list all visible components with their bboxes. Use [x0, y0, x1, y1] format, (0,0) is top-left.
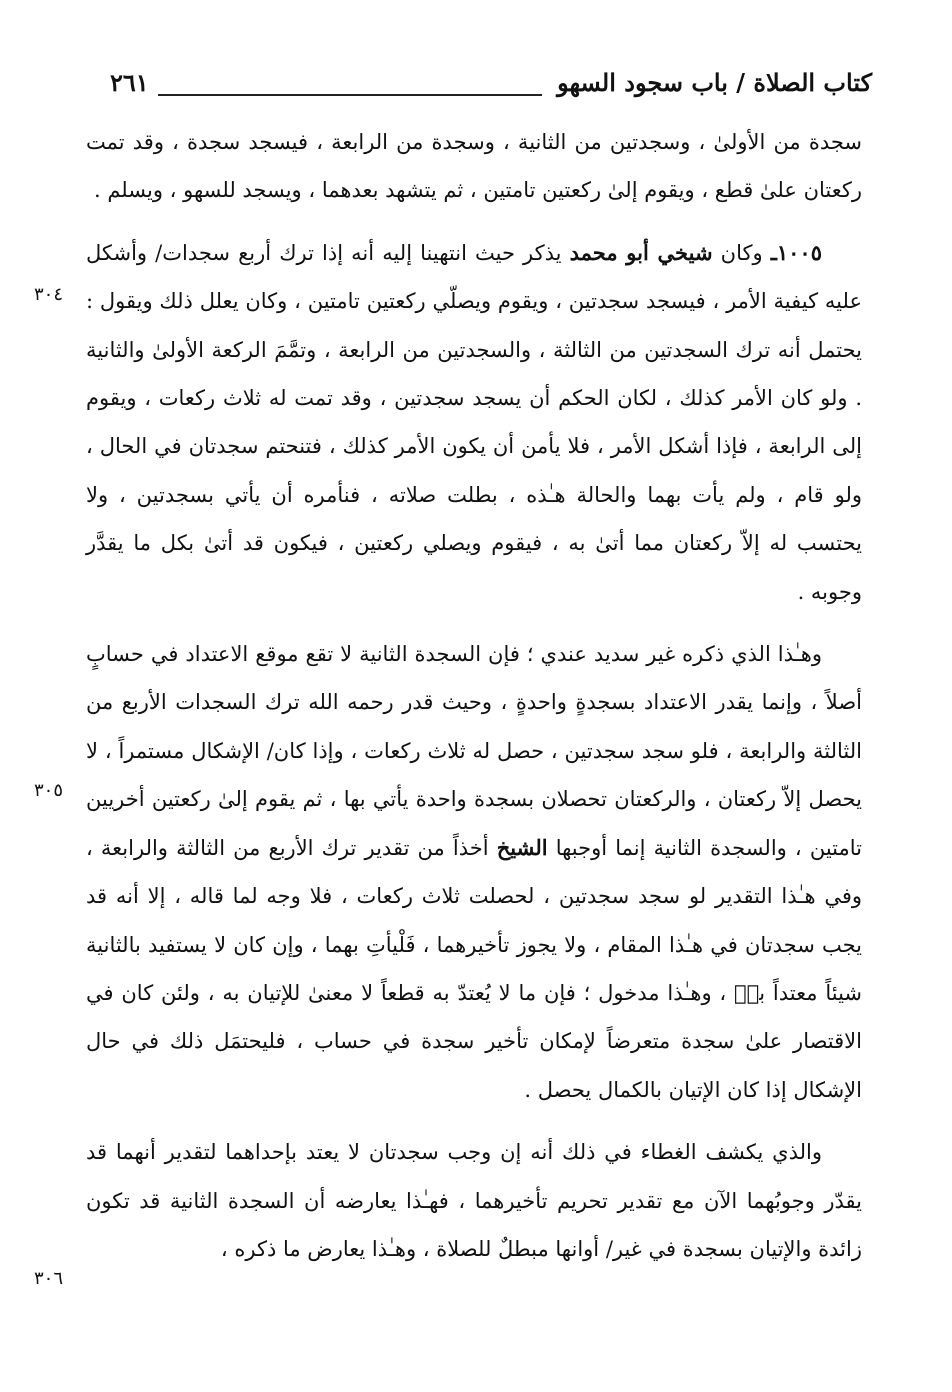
paragraph-critique-text-b: أخذاً من تقدير ترك الأربع من الثالثة والرابعة ، وفي هـٰذا التقدير لو سجد سجدتين ، لحصلت ثلاث ركعات ، فلا وجه لما قاله ، إلا أنه قد يجب سجدتان في هـٰذا المقام ، ولا يجوز تأخيرهما ، فَلْيأتِ بهما ، وإن كان لا يستفيد بالثانية شيئاً معتداً بهٖ ، وهـٰذا مدخول ؛ فإن ما لا يُعتدّ به قطعاً لا معنىٰ للإتيان به ، ولئن كان في الاقتصار علىٰ سجدة متعرضاً لإمكان تأخير سجدة في حساب ، فليحتمَل ذلك في حال الإشكال إذا كان الإتيان بالكمال يحصل .	[86, 835, 862, 1102]
item-number: ١٠٠٥ـ	[770, 239, 822, 265]
margin-reference-306: ٣٠٦	[34, 1268, 64, 1289]
running-title: كتاب الصلاة / باب سجود السهو	[557, 68, 872, 97]
margin-reference-304: ٣٠٤	[34, 284, 64, 305]
paragraph-1005-text: يذكر حيث انتهينا إليه أنه إذا ترك أربع سجدات/ وأشكل عليه كيفية الأمر ، فيسجد سجدتين ، ويقوم ويصلّي ركعتين تامتين ، وكان يعلل ذلك ويقول : يحتمل أنه ترك السجدتين من الثالثة ، والسجدتين من الرابعة ، وتمَّمَ الركعة الأولىٰ والثانية . ولو كان الأمر كذلك ، لكان الحكم أن يسجد سجدتين ، وقد تمت له ثلاث ركعات ، ويقوم إلى الرابعة ، فإذا أشكل الأمر ، فلا يأمن أن يكون الأمر كذلك ، فتنحتم سجدتان في الحال ، ولو قام ، ولم يأت بهما والحالة هـٰذه ، بطلت صلاته ، فنأمره أن يأتي بسجدتين ، ولا يحتسب له إلاّ ركعتان مما أتىٰ به ، فيقوم ويصلي ركعتين ، فيكون قد أتىٰ بكل ما يقدَّر وجوبه .	[86, 240, 862, 604]
sheikh-name: شيخي أبو محمد	[569, 239, 713, 265]
paragraph-1: سجدة من الأولىٰ ، وسجدتين من الثانية ، وسجدة من الرابعة ، فيسجد سجدة ، وقد تمت ركعتان علىٰ قطع ، ويقوم إلىٰ ركعتين تامتين ، ثم يتشهد بعدهما ، ويسجد للسهو ، ويسلم .	[86, 130, 862, 203]
paragraph-4: والذي يكشف الغطاء في ذلك أنه إن وجب سجدتان لا يعتد بإحداهما لتقدير أنهما قد يقدّر وجوبُهما الآن مع تقدير تحريم تأخيرهما ، فهـٰذا يعارضه أن السجدة الثانية قد تكون زائدة والإتيان بسجدة في غير/ أوانها مبطلٌ للصلاة ، وهـٰذا يعارض ما ذكره ،	[86, 1140, 862, 1261]
margin-reference-305: ٣٠٥	[34, 780, 64, 801]
sheikh-term: الشيخ	[496, 834, 548, 860]
paragraph-1005	[86, 229, 862, 616]
paragraph-critique	[86, 630, 862, 1114]
body-text	[86, 118, 862, 1273]
page-number: ٢٦١	[110, 68, 149, 97]
header-rule	[158, 94, 542, 96]
paragraph-1005-intro: وكان	[712, 240, 771, 265]
paragraph-critique-text-a: وهـٰذا الذي ذكره غير سديد عندي ؛ فإن السجدة الثانية لا تقع موقع الاعتداد في حسابٍ أصلاً ، وإنما يقدر الاعتداد بسجدةٍ واحدةٍ ، وحيث قدر رحمه الله ترك السجدات الأربع من الثالثة والرابعة ، فلو سجد سجدتين ، حصل له ثلاث ركعات ، وإذا كان/ الإشكال مستمراً ، لا يحصل إلاّ ركعتان ، والركعتان تحصلان بسجدة واحدة يأتي بها ، ثم يقوم إلىٰ ركعتين أخريين تامتين ، والسجدة الثانية إنما أوجبها	[86, 642, 862, 860]
page-header	[90, 68, 872, 108]
